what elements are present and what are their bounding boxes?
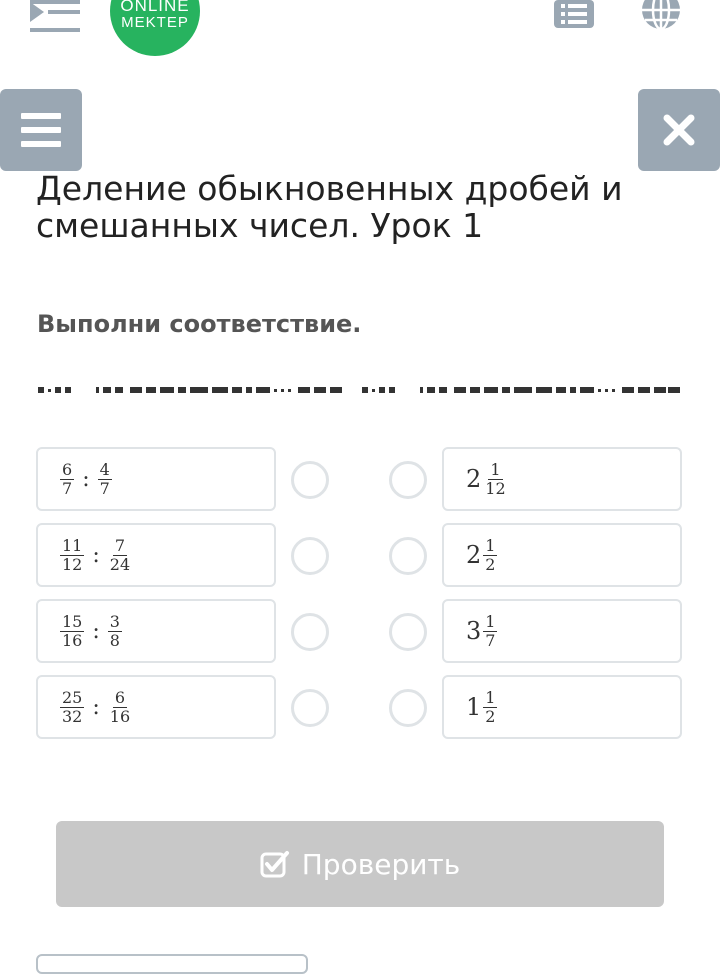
checkbox-check-icon [260,850,290,878]
left-item-1[interactable] [36,447,276,511]
close-button[interactable] [638,89,720,171]
fraction: $\frac{7}{24}$ [109,535,131,574]
division-sign: : [82,466,90,492]
left-connector-1[interactable] [291,461,329,499]
decorative-divider-left [38,386,344,394]
top-bar [0,0,720,80]
hamburger-icon [21,113,61,147]
left-connector-3[interactable] [291,613,329,651]
logo-line1: ONLINE [120,0,190,15]
list-icon[interactable] [554,0,594,28]
logo-line2: MEKTEP [121,14,189,31]
check-button-label: Проверить [301,847,461,881]
fraction: $\frac{1}{2}$ [485,535,496,574]
whole-part: 2 [466,465,482,493]
left-item-4[interactable] [36,675,276,739]
fraction: $\frac{4}{7}$ [99,459,110,498]
hamburger-menu-button[interactable] [0,89,82,171]
lesson-title: Деление обыкновенных дробей и смешанных чисел. Урок 1 [36,169,623,245]
fraction: $\frac{3}{8}$ [109,611,120,650]
right-connector-4[interactable] [389,689,427,727]
fraction: $\frac{1}{7}$ [485,611,496,650]
globe-icon[interactable] [640,0,682,30]
left-item-3[interactable] [36,599,276,663]
fraction: $\frac{1}{12}$ [485,459,506,498]
decorative-divider-right [362,386,682,394]
check-button[interactable] [56,821,664,907]
left-connector-4[interactable] [291,689,329,727]
right-item-4[interactable] [442,675,682,739]
whole-part: 2 [466,541,482,569]
division-sign: : [92,542,100,568]
menu-indent-icon[interactable] [30,0,82,36]
task-instruction: Выполни соответствие. [37,310,362,338]
fraction: $\frac{1}{2}$ [485,687,496,726]
right-item-1[interactable] [442,447,682,511]
right-connector-2[interactable] [389,537,427,575]
next-button-partial[interactable] [36,954,308,974]
online-mektep-logo[interactable] [110,0,200,56]
fraction: $\frac{11}{12}$ [62,535,83,574]
fraction: $\frac{25}{32}$ [62,687,83,726]
whole-part: 1 [466,693,482,721]
close-icon [663,114,695,146]
left-connector-2[interactable] [291,537,329,575]
fraction: $\frac{6}{16}$ [109,687,131,726]
fraction: $\frac{6}{7}$ [62,459,73,498]
whole-part: 3 [466,617,482,645]
right-connector-1[interactable] [389,461,427,499]
right-connector-3[interactable] [389,613,427,651]
right-item-3[interactable] [442,599,682,663]
division-sign: : [92,618,100,644]
right-item-2[interactable] [442,523,682,587]
fraction: $\frac{15}{16}$ [62,611,83,650]
left-item-2[interactable] [36,523,276,587]
division-sign: : [92,694,100,720]
